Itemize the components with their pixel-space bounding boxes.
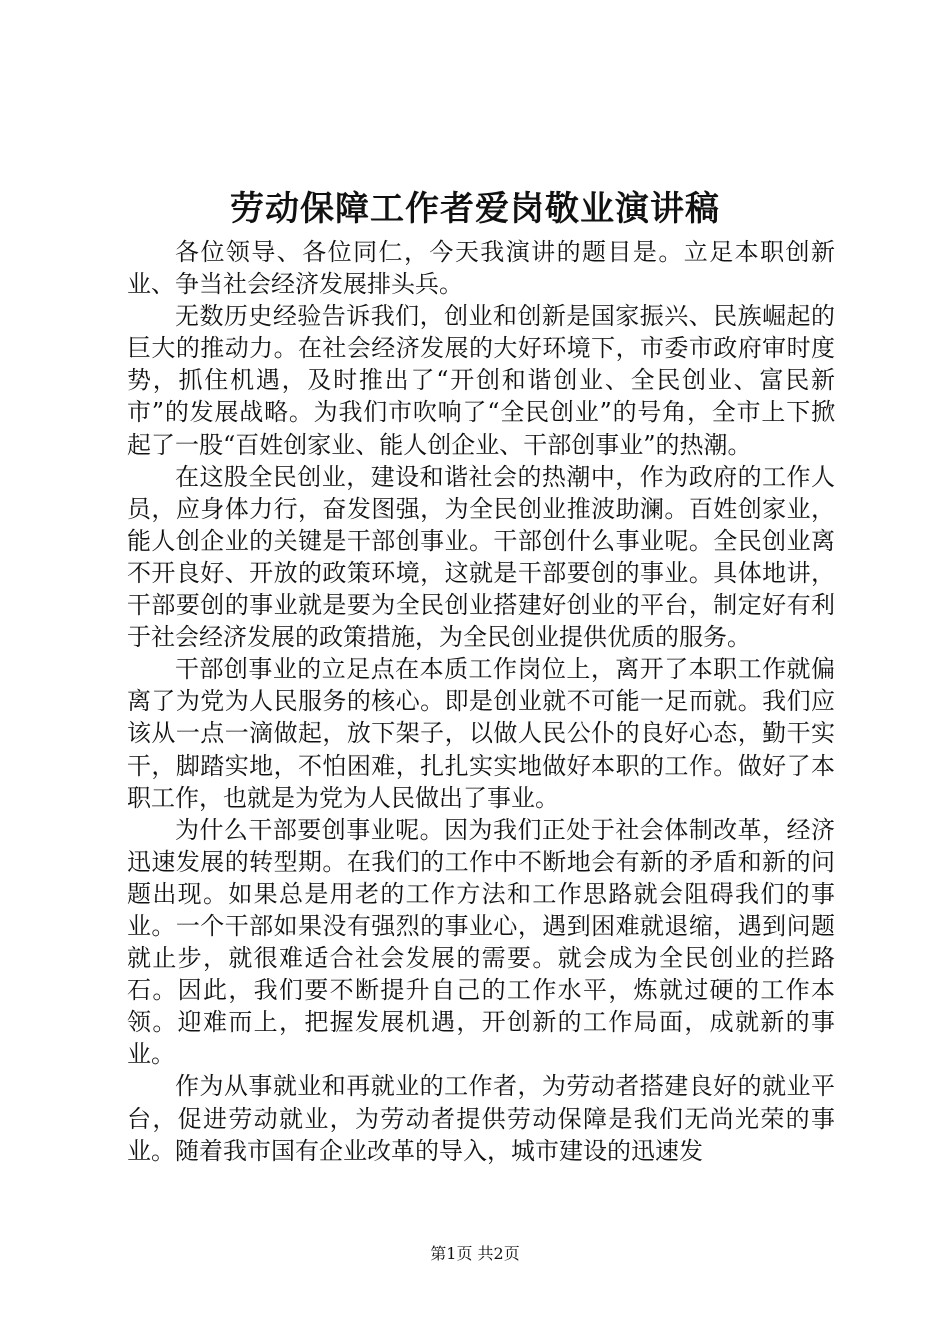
paragraph-2: 无数历史经验告诉我们，创业和创新是国家振兴、民族崛起的巨大的推动力。在社会经济发展的大好环境下，市委市政府审时度势，抓住机遇，及时推出了“开创和谐创业、全民创业、富民新市”的发展战略。为我们市吹响了“全民创业”的号角，全市上下掀起了一股“百姓创家业、能人创企业、干部创事业”的热潮。	[127, 302, 835, 459]
page-footer: 第1页 共2页	[430, 1244, 520, 1263]
paragraph-3: 在这股全民创业，建设和谐社会的热潮中，作为政府的工作人员，应身体力行，奋发图强，为全民创业推波助澜。百姓创家业，能人创企业的关键是干部创事业。干部创什么事业呢。全民创业离不开良好、开放的政策环境，这就是干部要创的事业。具体地讲，干部要创的事业就是要为全民创业搭建好创业的平台，制定好有利于社会经济发展的政策措施，为全民创业提供优质的服务。	[127, 462, 835, 652]
document-body	[127, 236, 835, 1167]
paragraph-5: 为什么干部要创事业呢。因为我们正处于社会体制改革，经济迅速发展的转型期。在我们的工作中不断地会有新的矛盾和新的问题出现。如果总是用老的工作方法和工作思路就会阻碍我们的事业。一个干部如果没有强烈的事业心，遇到困难就退缩，遇到问题就止步，就很难适合社会发展的需要。就会成为全民创业的拦路石。因此，我们要不断提升自己的工作水平，炼就过硬的工作本领。迎难而上，把握发展机遇，开创新的工作局面，成就新的事业。	[127, 815, 835, 1069]
paragraph-6: 作为从事就业和再就业的工作者，为劳动者搭建良好的就业平台，促进劳动就业，为劳动者提供劳动保障是我们无尚光荣的事业。随着我市国有企业改革的导入，城市建设的迅速发	[127, 1072, 835, 1165]
paragraph-1: 各位领导、各位同仁，今天我演讲的题目是。立足本职创新业、争当社会经济发展排头兵。	[127, 238, 835, 299]
document-title: 劳动保障工作者爱岗敬业演讲稿	[230, 189, 720, 229]
paragraph-4: 干部创事业的立足点在本质工作岗位上，离开了本职工作就偏离了为党为人民服务的核心。即是创业就不可能一足而就。我们应该从一点一滴做起，放下架子，以做人民公仆的良好心态，勤干实干，脚踏实地，不怕困难，扎扎实实地做好本职的工作。做好了本职工作，也就是为党为人民做出了事业。	[127, 655, 835, 812]
